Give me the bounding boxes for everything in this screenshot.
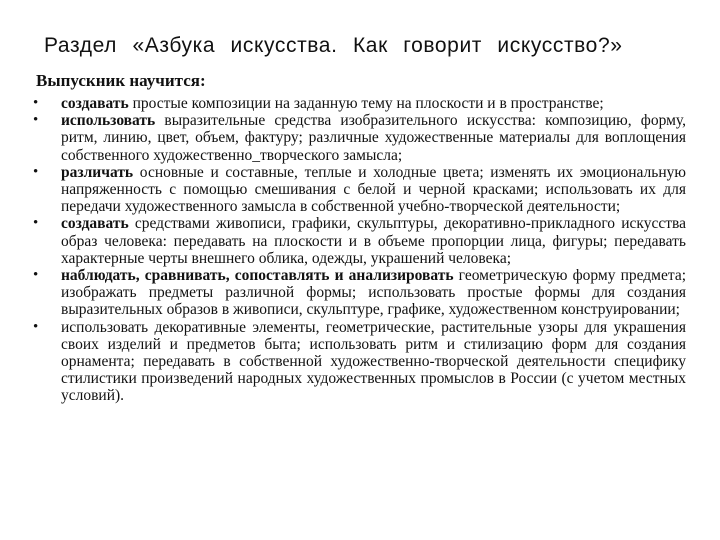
- item-text: геометрическую форму предмета; изображать предметы различной формы; использовать простые формы для создания выразительных образов в живописи, скульптуре, графике, художественном конструировании;: [61, 267, 687, 319]
- list-item: [33, 112, 686, 164]
- bullet-icon: •: [33, 112, 39, 129]
- item-lead: наблюдать, сравнивать, сопоставлять и анализировать: [61, 267, 454, 285]
- item-text: средствами живописи, графики, скульптуры, декоративно-прикладного искусства образ человека: передавать на плоскости и в объеме пропорции лица, фигуры; передавать характерные черты внешнего облика, одежды, украшений человека;: [61, 215, 686, 267]
- list-item: [33, 95, 686, 112]
- item-lead: различать: [61, 163, 134, 181]
- item-text: использовать декоративные элементы, геометрические, растительные узоры для украшения своих изделий и предметов быта; использовать ритм и стилизацию форм для создания орнамента; передавать в собственной художественно-творческой деятельности специфику стилистики произведений народных художественных промыслов в России (с учетом местных условий).: [61, 318, 686, 405]
- slide-title: Раздел «Азбука искусства. Как говорит искусство?»: [44, 34, 623, 57]
- bullet-icon: •: [33, 163, 39, 180]
- bullet-icon: •: [33, 318, 39, 335]
- learning-outcomes-list: [33, 95, 686, 405]
- item-text: выразительные средства изобразительного искусства: композицию, форму, ритм, линию, цвет, объем, фактуру; различные художественные материалы для воплощения собственного художественно_творческого замысла;: [61, 112, 686, 164]
- slide-subtitle: Выпускник научится:: [36, 71, 206, 90]
- bullet-icon: •: [33, 95, 39, 111]
- bullet-icon: •: [33, 215, 39, 232]
- list-item: [33, 164, 686, 216]
- item-lead: создавать: [61, 215, 129, 233]
- list-item: [33, 319, 686, 405]
- item-text: простые композиции на заданную тему на плоскости и в пространстве;: [128, 95, 604, 112]
- item-lead: использовать: [61, 112, 156, 130]
- list-item: [33, 267, 686, 319]
- item-lead: создавать: [61, 95, 129, 112]
- list-item: [33, 215, 686, 267]
- item-text: основные и составные, теплые и холодные цвета; изменять их эмоциональную напряженность с помощью смешивания с белой и черной красками; использовать их для передачи художественного замысла в собственной учебно-творческой деятельности;: [61, 163, 686, 216]
- bullet-icon: •: [33, 267, 39, 284]
